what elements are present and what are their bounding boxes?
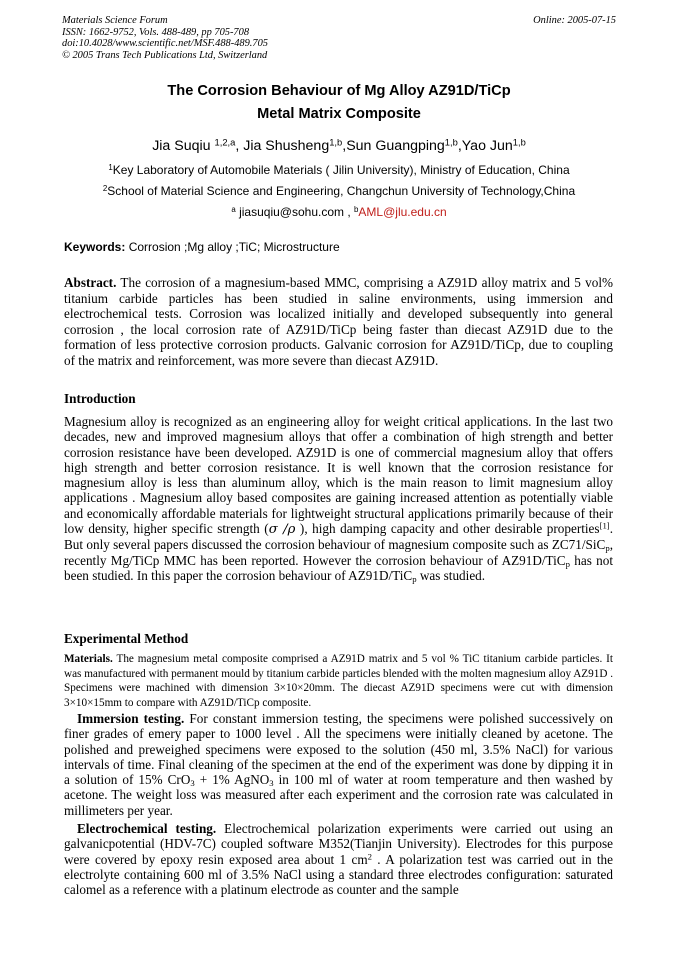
affiliation-1 xyxy=(62,163,616,178)
electrochemical-label: Electrochemical testing. xyxy=(77,821,217,836)
introduction-paragraph xyxy=(64,414,613,583)
electrochemical-text: Electrochemical polarization experiments were carried out using an galvanicpotential (HDV-7C) coupled software M352(Tianjin University). Electrodes for this purpose were covered by epoxy resin exposed area about 1 cm xyxy=(64,821,613,867)
subscript: 3 xyxy=(269,778,274,789)
immersion-text: + 1% AgNO xyxy=(194,772,270,788)
intro-text: ), high damping capacity and other desirable properties xyxy=(295,521,600,537)
electrochemical-paragraph xyxy=(64,821,613,897)
author-affiliation-mark: 1,2,a xyxy=(214,137,236,148)
section-heading-introduction: Introduction xyxy=(64,391,136,406)
keywords-text: Corrosion ;Mg alloy ;TiC; Microstructure xyxy=(125,240,340,254)
intro-text: , recently Mg/TiCp MMC has been reported. However the corrosion behaviour of AZ91D/TiC xyxy=(64,537,613,568)
email-mark: a xyxy=(231,205,236,215)
issn-line: ISSN: 1662-9752, Vols. 488-489, pp 705-708 xyxy=(62,26,250,38)
subscript: p xyxy=(605,543,610,554)
email-a[interactable]: jiasuqiu@sohu.com xyxy=(239,205,344,219)
affiliation-text: School of Material Science and Engineering, Changchun University of Technology,China xyxy=(107,184,576,198)
author-affiliation-mark: 1,b xyxy=(329,137,343,148)
intro-text: . But only several papers discussed the corrosion behaviour of magnesium composite such as ZC71/SiC xyxy=(64,521,613,553)
paper-title-line-2: Metal Matrix Composite xyxy=(257,106,421,122)
online-date: Online: 2005-07-15 xyxy=(533,15,616,26)
materials-text: The magnesium metal composite comprised a AZ91D matrix and 5 vol % TiC titanium carbide particles. It was manufactured with permanent mould by titanium carbide particles blended with the molten magnesium alloy AZ91D . Specimens were machined with dimension 3×10×20mm. The diecast AZ91D specimens were cut with dimension 3×10×15mm to compare with AZ91D/TiCp composite. xyxy=(64,653,613,709)
email-mark: b xyxy=(354,205,359,215)
subscript: p xyxy=(565,558,570,569)
keywords xyxy=(64,240,340,255)
immersion-text: For constant immersion testing, the specimens were polished successively on finer grades of emery paper to 1000 level . All the specimens were initially cleaned by acetone. The polished and preweighed specimens were exposed to the solution (450 ml, 3.5% NaCl) for various intervals of time. Final cleaning of the specimen at the end of the experiment was done by dipping it in a solution of 15% CrO xyxy=(64,711,613,788)
affiliation-mark: 2 xyxy=(102,184,108,194)
intro-text: was studied. xyxy=(416,567,486,583)
author-name: Sun Guangping xyxy=(346,138,445,154)
sigma-rho-symbol: σ /ρ xyxy=(268,522,296,538)
paper-title-line-1: The Corrosion Behaviour of Mg Alloy AZ91D/TiCp xyxy=(167,83,511,99)
abstract-label: Abstract. xyxy=(64,275,117,290)
author-affiliation-mark: 1,b xyxy=(444,137,458,148)
affiliation-2 xyxy=(62,184,616,199)
electrochemical-text: . A polarization test was carried out in the electrolyte containing 600 ml of 3.5% NaCl using a standard three electrodes configuration: saturated calomel as a reference with a platinum electrode as counter and the sample xyxy=(64,851,613,898)
email-b-link[interactable]: AML@jlu.edu.cn xyxy=(358,205,447,219)
immersion-text: in 100 ml of water at room temperature and then washed by acetone. The weight loss was measured after each experiment and the corrosion rate was calculated in millimeters per year. xyxy=(64,772,613,818)
email-separator: , xyxy=(344,205,355,219)
materials-label: Materials. xyxy=(64,653,113,665)
abstract xyxy=(64,275,613,369)
superscript: 2 xyxy=(367,851,372,862)
reference-1[interactable]: [1] xyxy=(599,520,610,531)
immersion-paragraph xyxy=(64,711,613,818)
abstract-text: The corrosion of a magnesium-based MMC, comprising a AZ91D alloy matrix and 5 vol% titanium carbide particles has been studied in saline environments, using immersion and electrochemical tests. Corrosion was localized initially and developed subsequently into general corrosion , the local corrosion rate of AZ91D/TiCp being faster than diecast AZ91D due to the formation of less protective corrosion products. Galvanic corrosion for AZ91D/TiCp, due to coupling of the matrix and reinforcement, was more severe than diecast AZ91D. xyxy=(64,275,613,368)
subscript: 3 xyxy=(190,778,195,789)
author-name: Jia Suqiu xyxy=(152,138,211,154)
intro-text: has not been studied. In this paper the corrosion behaviour of AZ91D/TiC xyxy=(64,552,614,583)
affiliation-mark: 1 xyxy=(108,163,113,173)
journal-name: Materials Science Forum xyxy=(62,15,168,26)
doi-line[interactable]: doi:10.4028/www.scientific.net/MSF.488-489.705 xyxy=(62,38,268,50)
author-name: Jia Shusheng xyxy=(243,138,330,154)
author-name: Yao Jun xyxy=(461,138,513,154)
subscript: p xyxy=(412,574,417,585)
immersion-label: Immersion testing. xyxy=(77,711,185,726)
journal-header xyxy=(62,15,616,61)
materials-paragraph xyxy=(64,652,613,710)
intro-text: Magnesium alloy is recognized as an engineering alloy for weight critical applications. In the last two decades, new and improved magnesium alloys that offer a combination of high strength and better corrosion resistance have been developed. AZ91D is one of commercial magnesium alloy that offers high strength and better corrosion resistance. It is well known that the corrosion resistance for magnesium alloy is less than aluminum alloy, which is the main reason to limit magnesium alloy applications . Magnesium alloy based composites are gaining increased attention as potentially viable and economically affordable materials for lightweight structural applications primarily because of their low density, higher specific strength ( xyxy=(64,414,613,537)
author-list: Jia Suqiu $^{1,2,a}$, Jia Shusheng$^{1,b}$,Sun Guangping$^{1,b}$,Yao Jun$^{1,b}$ xyxy=(152,137,526,154)
author-affiliation-mark: 1,b xyxy=(512,137,526,148)
copyright-line: © 2005 Trans Tech Publications Ltd, Switzerland xyxy=(62,49,268,61)
keywords-label: Keywords: xyxy=(64,240,126,254)
section-heading-experimental: Experimental Method xyxy=(64,631,189,646)
email-line xyxy=(62,205,616,220)
affiliation-text: Key Laboratory of Automobile Materials ( Jilin University), Ministry of Education, China xyxy=(112,163,570,177)
